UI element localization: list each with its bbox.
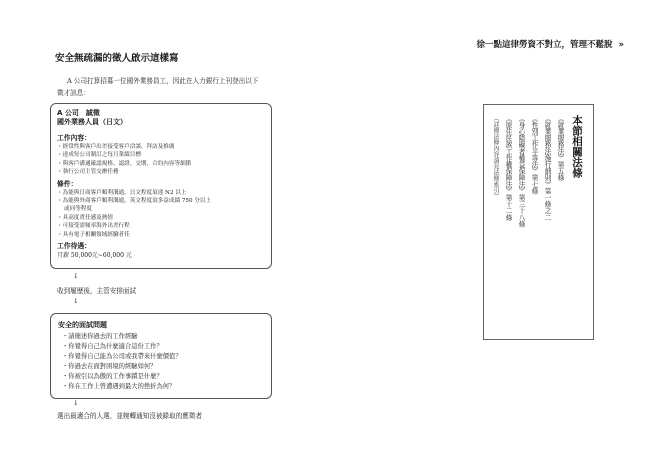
requirement-item: 或同等程度 bbox=[64, 206, 92, 213]
flow-step-1: 收到履歷後，主管安排面試 bbox=[57, 287, 137, 295]
law-item: 《就業服務法》第五條 bbox=[556, 115, 564, 181]
requirement-item: ・可接受需頻率海外出差行程 bbox=[57, 223, 130, 230]
duty-item: ・經常性與客戶出差接受客戶洽談、拜訪及推廣 bbox=[57, 144, 175, 150]
law-item: 《原住民族工作權保障法》第十二條 bbox=[504, 115, 512, 221]
section-title: 安全無疏漏的徵人啟示這樣寫 bbox=[55, 53, 179, 64]
intro-line-1: A 公司打算招募一位國外業務員工，因此在人力銀行上刊登出以下 bbox=[67, 77, 259, 85]
flow-step-2: 選出最適合的人選，並婉轉通知沒被錄取的應徵者 bbox=[57, 412, 203, 420]
salary-label: 工作待遇： bbox=[57, 242, 91, 251]
requirements-label: 條件： bbox=[57, 179, 78, 188]
requirement-item: ・為能與日商客戶順利溝通，日文程度須達 N2 以上 bbox=[57, 189, 187, 196]
intro-line-2: 徵才訊息： bbox=[57, 89, 90, 97]
interview-question: ・你覺得自己為什麼適合這份工作？ bbox=[62, 343, 163, 350]
job-position: 國外業務人員（日文） bbox=[57, 118, 127, 126]
duty-item: ・與客戶溝通確認規格、認證、交期，合約內容等細節 bbox=[57, 160, 192, 167]
flow-arrow-down-icon: ↓ bbox=[73, 297, 79, 305]
law-index-note: （詳細法條內容請見法條索引） bbox=[492, 115, 499, 199]
duty-item: ・達成每公司制訂之每月業績目標 bbox=[57, 152, 141, 159]
requirement-item: ・具有電子相關領域經驗者佳 bbox=[57, 231, 130, 238]
related-laws-box bbox=[483, 104, 594, 340]
flow-arrow-down-icon: ↓ bbox=[73, 399, 79, 407]
intro-paragraph bbox=[57, 75, 282, 99]
requirement-item: ・具高度責任感及熱情 bbox=[57, 214, 113, 221]
flow-arrow-down-icon: ↓ bbox=[73, 272, 79, 280]
interview-question: ・你覺得自己能為公司或我帶來什麼價值？ bbox=[62, 353, 182, 360]
interview-question: ・請簡述你過去的工作經驗 bbox=[62, 333, 138, 340]
safe-interview-box bbox=[50, 313, 272, 399]
related-laws-title: 本節相關法條 bbox=[571, 115, 583, 178]
page-marker: » bbox=[618, 40, 624, 50]
duties-label: 工作內容： bbox=[57, 134, 91, 142]
header-title: 徐一點這律勞資不對立，管理不鬆脫 bbox=[476, 40, 613, 50]
job-ad-box bbox=[50, 103, 272, 269]
interview-question: ・你被引以為傲的工作事蹟是什麼？ bbox=[62, 373, 163, 380]
law-item: 《性別工作平等法》第七條 bbox=[530, 115, 538, 195]
interview-question: ・你過去在面對困境的經驗如何？ bbox=[62, 363, 157, 370]
safe-interview-title: 安全的面試問題 bbox=[58, 321, 107, 329]
salary-value: 月薪 50,000元~60,000 元 bbox=[57, 252, 132, 260]
interview-question: ・你在工作上曾遭遇到最大的挫折為何？ bbox=[62, 383, 176, 390]
law-item: 《就業服務法施行細則》第一條之二 bbox=[543, 115, 551, 221]
duty-item: ・執行公司主管交辦任務 bbox=[57, 169, 119, 176]
job-company: A 公司 誠徵 bbox=[57, 109, 100, 117]
requirement-item: ・為能與外商客戶順利溝通，英文程度須多益成績 750 分以上 bbox=[57, 198, 212, 205]
law-item: 《身心障礙者權益保障法》第三十八條 bbox=[517, 115, 525, 228]
running-header bbox=[476, 38, 624, 50]
